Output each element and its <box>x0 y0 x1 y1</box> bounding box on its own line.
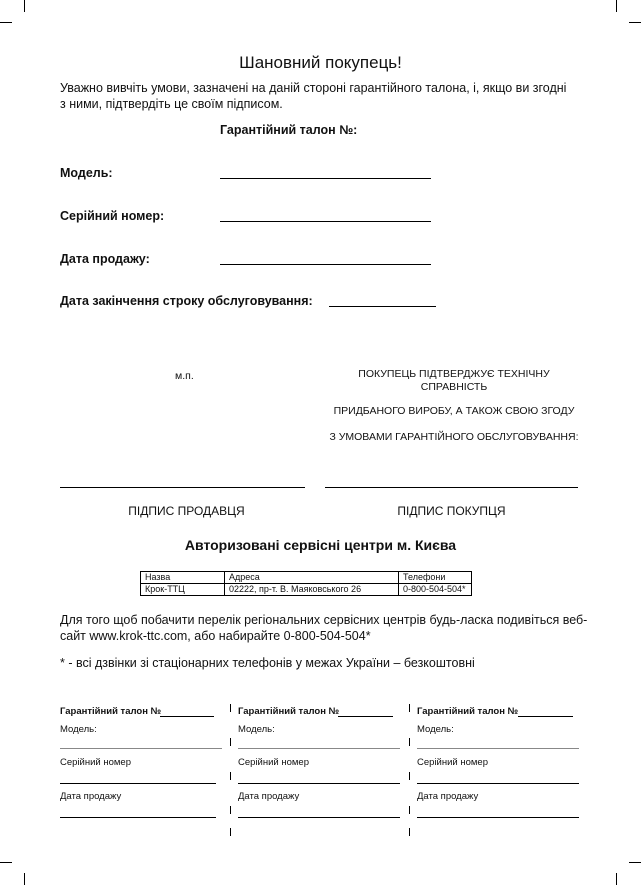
crop-mark <box>616 0 617 12</box>
buyer-signature-label: ПІДПИС ПОКУПЦЯ <box>397 504 506 518</box>
confirmation-line3: З УМОВАМИ ГАРАНТІЙНОГО ОБСЛУГОВУВАННЯ: <box>329 431 579 443</box>
intro-text: Уважно вивчіть умови, зазначені на даній стороні гарантійного талона, і, якщо ви згодні з ними, підтвердіть це своїм підписом. <box>60 81 567 111</box>
confirmation-line2: ПРИДБАНОГО ВИРОБУ, А ТАКОЖ СВОЮ ЗГОДУ <box>333 405 575 417</box>
coupon-serial-label: Серійний номер <box>238 757 309 768</box>
table-header-cell: Адреса <box>225 572 399 584</box>
coupon-sale-date-line[interactable] <box>238 817 400 818</box>
free-calls-note: * - всі дзвінки зі стаціонарних телефонів у межах України – безкоштовні <box>60 656 475 670</box>
serial-label: Серійний номер: <box>60 209 165 223</box>
table-header-cell: Назва <box>141 572 225 584</box>
coupon-sale-date-label: Дата продажу <box>417 791 479 802</box>
coupon-model-label: Модель: <box>60 724 97 735</box>
coupon-model-label: Модель: <box>417 724 454 735</box>
table-cell: 02222, пр-т. В. Маяковського 26 <box>225 584 399 596</box>
cut-dash <box>230 828 231 836</box>
crop-mark <box>629 862 641 863</box>
cut-dash <box>409 806 410 814</box>
service-end-field-line[interactable] <box>329 306 436 307</box>
service-centers-title: Авторизовані сервісні центри м. Києва <box>184 537 457 553</box>
service-end-label: Дата закінчення строку обслуговування: <box>60 294 313 308</box>
coupon-number-line[interactable] <box>338 716 393 717</box>
coupon-sale-date-line[interactable] <box>417 817 579 818</box>
sale-date-field-line[interactable] <box>220 264 431 265</box>
cut-dash <box>409 738 410 746</box>
seller-signature-label: ПІДПИС ПРОДАВЦЯ <box>128 504 245 518</box>
crop-mark <box>616 873 617 885</box>
cut-dash <box>230 806 231 814</box>
coupon-model-line[interactable] <box>60 748 222 749</box>
table-row <box>141 584 472 596</box>
service-centers-table <box>140 571 472 596</box>
cut-dash <box>230 738 231 746</box>
coupon-serial-label: Серійний номер <box>417 757 488 768</box>
regional-note: Для того щоб побачити перелік регіональних сервісних центрів будь-ласка подивіться веб-сайт www.krok-ttc.com, або набирайте 0-800-504-504* <box>60 613 588 643</box>
cut-dash <box>409 704 410 712</box>
crop-mark <box>24 873 25 885</box>
serial-field-line[interactable] <box>220 221 431 222</box>
buyer-signature-line[interactable] <box>325 487 578 488</box>
coupon-number-line[interactable] <box>518 716 573 717</box>
coupon-sale-date-label: Дата продажу <box>60 791 122 802</box>
coupon-serial-label: Серійний номер <box>60 757 131 768</box>
cut-dash <box>409 828 410 836</box>
crop-mark <box>629 22 641 23</box>
coupon-title: Гарантійний талон № <box>417 706 519 717</box>
stamp-label: м.п. <box>175 370 194 382</box>
table-cell: Крок-ТТЦ <box>141 584 225 596</box>
coupon-sale-date-line[interactable] <box>60 817 216 818</box>
coupon-number-line[interactable] <box>160 716 214 717</box>
warranty-number-label: Гарантійний талон №: <box>220 123 358 137</box>
table-cell: 0-800-504-504* <box>399 584 472 596</box>
coupon-title: Гарантійний талон № <box>238 706 340 717</box>
coupon-model-line[interactable] <box>417 748 579 749</box>
table-header-row <box>141 572 472 584</box>
coupon-sale-date-label: Дата продажу <box>238 791 300 802</box>
crop-mark <box>24 0 25 12</box>
sale-date-label: Дата продажу: <box>60 252 150 266</box>
coupon-title: Гарантійний талон № <box>60 706 162 717</box>
cut-dash <box>230 704 231 712</box>
model-field-line[interactable] <box>220 178 431 179</box>
page-title: Шановний покупець! <box>239 53 402 72</box>
coupon-model-label: Модель: <box>238 724 275 735</box>
table-header-cell: Телефони <box>399 572 472 584</box>
seller-signature-line[interactable] <box>60 487 305 488</box>
coupon-serial-line[interactable] <box>238 783 400 784</box>
crop-mark <box>0 22 12 23</box>
coupon-model-line[interactable] <box>238 748 400 749</box>
model-label: Модель: <box>60 166 113 180</box>
crop-mark <box>0 862 12 863</box>
coupon-serial-line[interactable] <box>60 783 216 784</box>
cut-dash <box>230 772 231 780</box>
coupon-serial-line[interactable] <box>417 783 579 784</box>
confirmation-line1: ПОКУПЕЦЬ ПІДТВЕРДЖУЄ ТЕХНІЧНУ СПРАВНІСТЬ <box>358 368 550 393</box>
cut-dash <box>409 772 410 780</box>
